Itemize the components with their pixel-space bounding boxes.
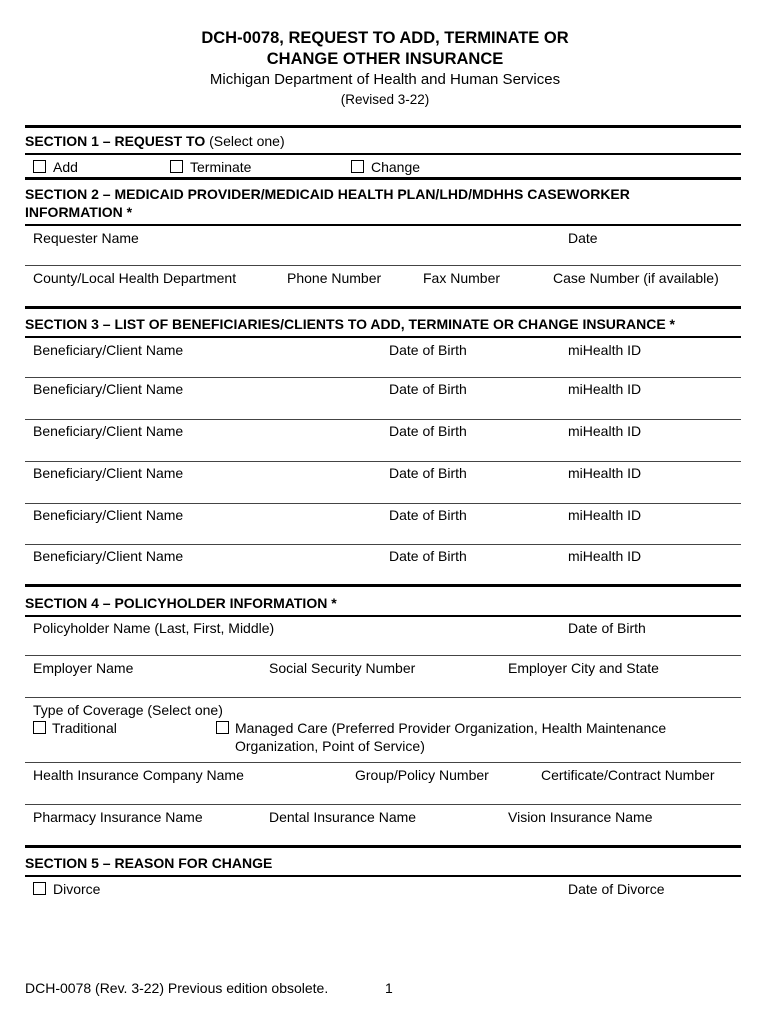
terminate-label: Terminate: [190, 159, 252, 175]
section1-divider: [25, 153, 741, 155]
section4-top-rule: [25, 584, 741, 587]
section5-top-rule: [25, 845, 741, 848]
beneficiary-dob-field[interactable]: Date of Birth: [389, 548, 467, 564]
footer-page-number: 1: [385, 980, 393, 996]
section2-heading-line2: INFORMATION *: [25, 204, 133, 220]
agency-name: Michigan Department of Health and Human Services: [209, 71, 561, 88]
beneficiary-mihealth-id-field[interactable]: miHealth ID: [568, 548, 642, 564]
row-rule: [25, 762, 741, 763]
form-title-line1: DCH-0078, REQUEST TO ADD, TERMINATE OR: [201, 29, 569, 47]
traditional-label: Traditional: [52, 720, 117, 736]
row-rule: [25, 377, 741, 378]
section4-heading: SECTION 4 – POLICYHOLDER INFORMATION *: [25, 595, 337, 611]
beneficiary-dob-field[interactable]: Date of Birth: [389, 381, 467, 397]
beneficiary-name-field[interactable]: Beneficiary/Client Name: [33, 507, 184, 523]
requester-name-field[interactable]: Requester Name: [33, 230, 139, 246]
section3-heading: SECTION 3 – LIST OF BENEFICIARIES/CLIENTS TO ADD, TERMINATE OR CHANGE INSURANCE *: [25, 316, 676, 332]
section5-divider: [25, 875, 741, 877]
beneficiary-name-field[interactable]: Beneficiary/Client Name: [33, 423, 184, 439]
section1-heading: [25, 133, 285, 149]
section2-divider: [25, 224, 741, 226]
beneficiary-mihealth-id-field[interactable]: miHealth ID: [568, 465, 642, 481]
row-rule: [25, 265, 741, 266]
beneficiary-dob-field[interactable]: Date of Birth: [389, 423, 467, 439]
beneficiary-name-field[interactable]: Beneficiary/Client Name: [33, 465, 184, 481]
vision-field[interactable]: Vision Insurance Name: [508, 809, 653, 825]
terminate-checkbox[interactable]: [170, 160, 183, 173]
employer-city-state-field[interactable]: Employer City and State: [508, 660, 659, 676]
section4-divider: [25, 615, 741, 617]
row-rule: [25, 697, 741, 698]
beneficiary-mihealth-id-field[interactable]: miHealth ID: [568, 342, 642, 358]
row-rule: [25, 503, 741, 504]
dental-field[interactable]: Dental Insurance Name: [269, 809, 417, 825]
group-policy-field[interactable]: Group/Policy Number: [355, 767, 489, 783]
row-rule: [25, 804, 741, 805]
section1-heading-text: SECTION 1 – REQUEST TO: [25, 133, 206, 149]
beneficiary-mihealth-id-field[interactable]: miHealth ID: [568, 507, 642, 523]
beneficiary-mihealth-id-field[interactable]: miHealth ID: [568, 381, 642, 397]
date-of-divorce-field[interactable]: Date of Divorce: [568, 881, 665, 897]
footer-form-info: DCH-0078 (Rev. 3-22) Previous edition obsolete.: [25, 980, 329, 996]
change-checkbox[interactable]: [351, 160, 364, 173]
row-rule: [25, 461, 741, 462]
county-field[interactable]: County/Local Health Department: [33, 270, 237, 286]
ssn-field[interactable]: Social Security Number: [269, 660, 416, 676]
section1-top-rule: [25, 125, 741, 128]
row-rule: [25, 419, 741, 420]
beneficiary-dob-field[interactable]: Date of Birth: [389, 342, 467, 358]
policyholder-name-field[interactable]: Policyholder Name (Last, First, Middle): [33, 620, 275, 636]
beneficiary-dob-field[interactable]: Date of Birth: [389, 507, 467, 523]
change-label: Change: [371, 159, 421, 175]
section2-top-rule: [25, 177, 741, 180]
coverage-type-label: Type of Coverage (Select one): [33, 702, 223, 718]
section1-heading-note: (Select one): [209, 133, 285, 149]
managed-care-label-line1: Managed Care (Preferred Provider Organization, Health Maintenance: [235, 720, 667, 736]
section2-heading-line1: SECTION 2 – MEDICAID PROVIDER/MEDICAID HEALTH PLAN/LHD/MDHHS CASEWORKER: [25, 186, 630, 202]
add-checkbox[interactable]: [33, 160, 46, 173]
divorce-label: Divorce: [53, 881, 101, 897]
section3-divider: [25, 336, 741, 338]
add-label: Add: [53, 159, 78, 175]
revision-date: (Revised 3-22): [340, 92, 430, 107]
section3-top-rule: [25, 306, 741, 309]
fax-field[interactable]: Fax Number: [423, 270, 501, 286]
traditional-checkbox[interactable]: [33, 721, 46, 734]
beneficiary-mihealth-id-field[interactable]: miHealth ID: [568, 423, 642, 439]
divorce-checkbox[interactable]: [33, 882, 46, 895]
beneficiary-name-field[interactable]: Beneficiary/Client Name: [33, 381, 184, 397]
form-title-line2: CHANGE OTHER INSURANCE: [266, 50, 504, 68]
pharmacy-field[interactable]: Pharmacy Insurance Name: [33, 809, 203, 825]
beneficiary-name-field[interactable]: Beneficiary/Client Name: [33, 342, 184, 358]
employer-name-field[interactable]: Employer Name: [33, 660, 134, 676]
section5-heading: SECTION 5 – REASON FOR CHANGE: [25, 855, 273, 871]
date-field[interactable]: Date: [568, 230, 598, 246]
certificate-field[interactable]: Certificate/Contract Number: [541, 767, 715, 783]
beneficiary-dob-field[interactable]: Date of Birth: [389, 465, 467, 481]
row-rule: [25, 544, 741, 545]
managed-care-label-line2: Organization, Point of Service): [235, 738, 425, 754]
beneficiary-name-field[interactable]: Beneficiary/Client Name: [33, 548, 184, 564]
policyholder-dob-field[interactable]: Date of Birth: [568, 620, 646, 636]
insurance-company-field[interactable]: Health Insurance Company Name: [33, 767, 244, 783]
phone-field[interactable]: Phone Number: [287, 270, 382, 286]
managed-care-checkbox[interactable]: [216, 721, 229, 734]
case-number-field[interactable]: Case Number (if available): [553, 270, 719, 286]
row-rule: [25, 655, 741, 656]
